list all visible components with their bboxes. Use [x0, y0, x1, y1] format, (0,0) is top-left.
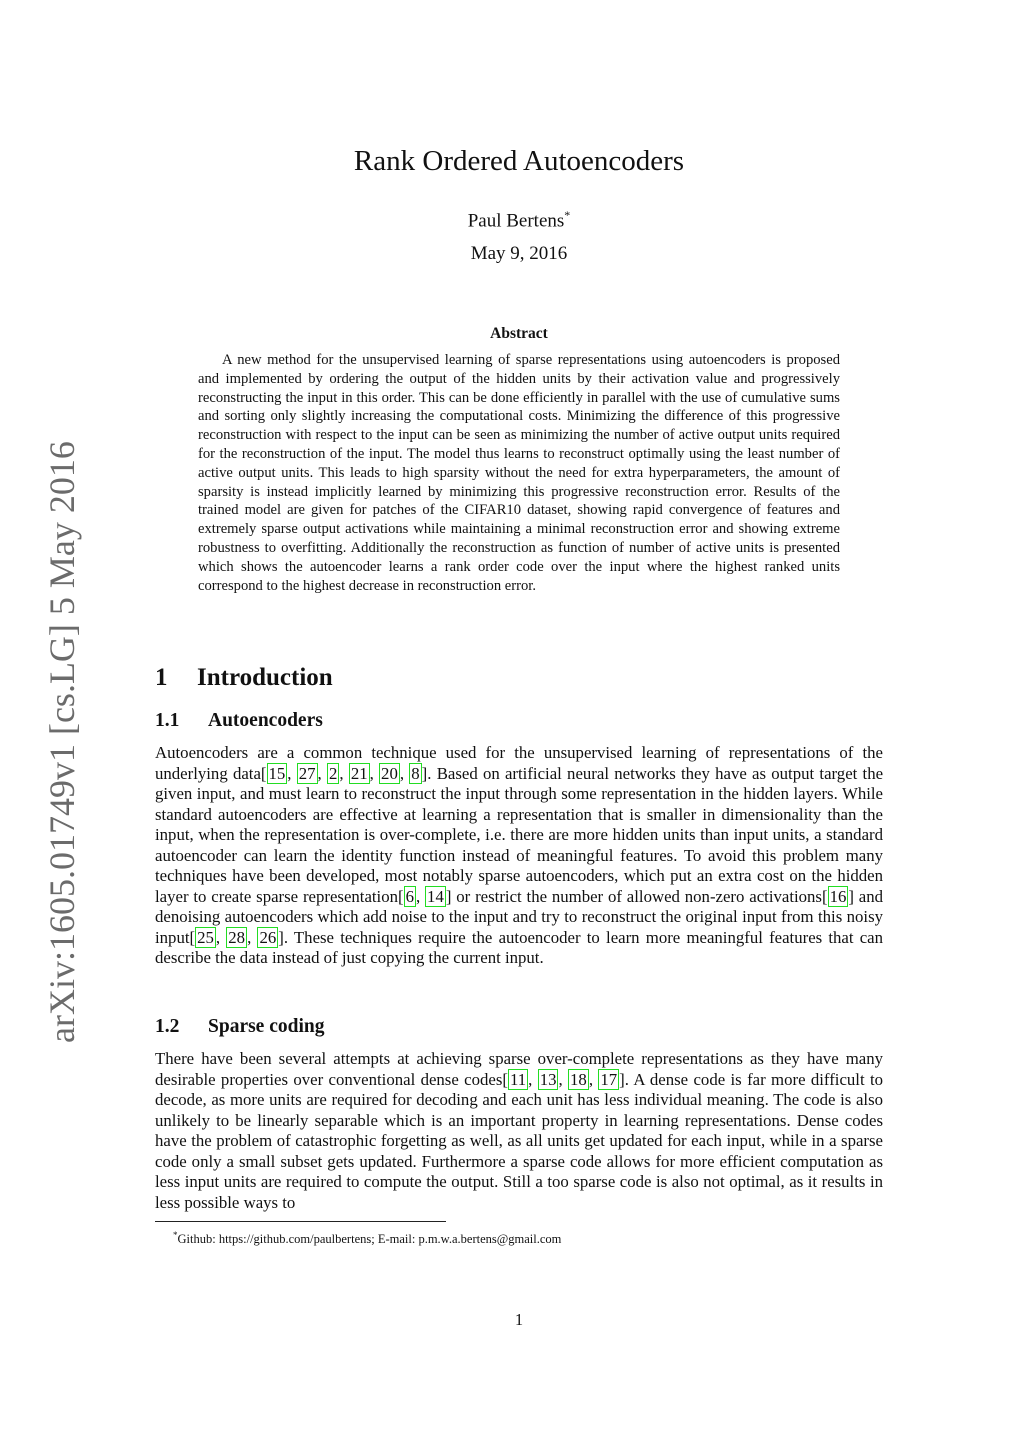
abstract-text: A new method for the unsupervised learning of sparse representations using autoencoders is proposed and implemented by ordering the output of the hidden units by their activation value and progressively reconstructing the input in this order. This can be done efficiently in parallel with the use of cumulative sums and sorting only slightly increasing the computational costs. Minimizing the difference of this progressive reconstruction with respect to the input can be seen as minimizing the number of active output units required for the reconstruction of the input. The model thus learns to reconstruct optimally using the least number of active output units. This leads to high sparsity without the need for extra hyperparameters, the amount of sparsity is instead implicitly learned by minimizing this progressive reconstruction error. Results of the trained model are given for patches of the CIFAR10 dataset, showing rapid convergence of features and extremely sparse output activations while maintaining a minimal reconstruction error and showing extreme robustness to overfitting. Additionally the reconstruction as function of number of active units is presented which shows the autoencoder learns a rank order code over the input where the highest ranked units correspond to the highest decrease in reconstruction error.	[198, 352, 840, 594]
section-number: 1	[155, 664, 168, 691]
subsection-heading-autoencoders	[155, 708, 323, 734]
subsection-heading-sparse-coding	[155, 1014, 324, 1040]
author-line	[0, 203, 1024, 233]
citation-link[interactable]: 27	[298, 763, 316, 783]
author-name: Paul Bertens	[467, 210, 565, 232]
citation-link[interactable]: 26	[259, 927, 277, 947]
arxiv-identifier: arXiv:1605.01749v1 [cs.LG] 5 May 2016	[42, 441, 82, 1043]
paragraph-text: There have been several attempts at achieving sparse over-complete representations as they have many desirable properties over conventional dense codes	[155, 1049, 883, 1089]
citation-link[interactable]: 20	[381, 763, 398, 783]
citation-link[interactable]: 14	[427, 886, 444, 906]
citation-link[interactable]: 17	[600, 1069, 618, 1089]
citation-link[interactable]: 8	[411, 763, 420, 783]
citation-link[interactable]: 15	[268, 763, 286, 783]
paragraph-text: . Based on artificial neural networks they have as output target the given input, and must learn to reconstruct the input through some representation in the hidden layers. While standard autoencoders are effective at learning a representation that is smaller in dimensionality than the input, when the representation is over-complete, i.e. there are more hidden units than input units, a standard autoencoder can learn the identity function instead of meaningful features. To avoid this problem many techniques have been developed, most notably sparse autoencoders, which put an extra cost on the hidden layer to create sparse representation	[155, 763, 884, 906]
paper-date: May 9, 2016	[470, 243, 568, 264]
footnote-text: Github: https://github.com/paulbertens; E-mail: p.m.w.a.bertens@gmail.com	[177, 1232, 562, 1247]
subsection-title: Sparse coding	[208, 1016, 325, 1037]
sparse-coding-paragraph: There have been several attempts at achieving sparse over-complete representations as they have many desirable properties over conventional dense codes[ 11 , 13 , 18 , 17 ]. A dense code is far more difficult to decode, as more units are required for decoding and each unit has less individual meaning. The code is also unlikely to be linearly separable which is an important property in learning representations. Dense codes have the problem of catastrophic forgetting as well, as all units get updated for each input, while in a sparse code only a small subset gets updated. Furthermore a sparse code allows for more efficient computation as less input units are required to compute the output. Still a too sparse code is also not optimal, as it results in less possible ways to	[155, 1049, 884, 1212]
paper-title: Rank Ordered Autoencoders	[353, 145, 685, 177]
author-footnote-mark[interactable]: *	[564, 208, 571, 222]
citation-link[interactable]: 25	[197, 927, 214, 947]
section-heading-introduction	[155, 662, 333, 694]
footnote-divider	[155, 1221, 446, 1222]
paragraph-text: . A dense code is far more difficult to decode, as more units are required for decoding and each unit has less individual meaning. The code is also unlikely to be linearly separable which is an important property in learning representations. Dense codes have the problem of catastrophic forgetting as well, as all units get updated for each input, while in a sparse code only a small subset gets updated. Furthermore a sparse code allows for more efficient computation as less input units are required to compute the output. Still a too sparse code is also not optimal, as it results in less possible ways to	[155, 1069, 884, 1212]
subsection-title: Autoencoders	[208, 710, 323, 731]
citation-link[interactable]: 21	[350, 763, 368, 783]
subsection-number: 1.1	[155, 710, 180, 731]
paragraph-text: and denoising autoencoders which add noise to the input and try to reconstruct the original input from this noisy input	[155, 886, 884, 947]
citation-link[interactable]: 11	[509, 1069, 527, 1089]
citation-link[interactable]: 18	[570, 1069, 587, 1089]
footnote-mark: *	[173, 1230, 178, 1240]
footnote	[173, 1227, 561, 1247]
citation-link[interactable]: 28	[228, 927, 246, 947]
autoencoders-paragraph: Autoencoders are a common technique used for the unsupervised learning of representations of the underlying data[ 15 , 27 , 2 , 21 , 20 , 8 ]. Based on artificial neural networks they have as output target the given input, and must learn to reconstruct the input through some representation in the hidden layers. While standard autoencoders are effective at learning a representation that is smaller in dimensionality than the input, when the representation is over-complete, i.e. there are more hidden units than input units, a standard autoencoder can learn the identity function instead of meaningful features. To avoid this problem many techniques have been developed, most notably sparse autoencoders, which put an extra cost on the hidden layer to create sparse representation[ 6 , 14 ] or restrict the number of allowed non-zero activations[ 16 ] and denoising autoencoders which add noise to the input and try to reconstruct the original input from this noisy input[ 25 , 28 , 26 ]. These techniques require the autoencoder to learn more meaningful features that can describe the data instead of just copying the current input.	[155, 743, 884, 968]
citation-link[interactable]: 13	[539, 1069, 557, 1089]
abstract-heading: Abstract	[490, 325, 548, 342]
citation-link[interactable]: 2	[328, 763, 338, 783]
paragraph-text: or restrict the number of allowed non-zero activations	[451, 886, 822, 906]
page-number: 1	[514, 1310, 524, 1329]
section-title: Introduction	[197, 664, 333, 691]
paragraph-text: Autoencoders are a common technique used for the unsupervised learning of representations of the underlying data	[155, 743, 883, 783]
citation-link[interactable]: 16	[829, 886, 847, 906]
citation-link[interactable]: 6	[405, 886, 414, 906]
paragraph-text: . These techniques require the autoencoder to learn more meaningful features that can describe the data instead of just copying the current input.	[155, 927, 884, 968]
subsection-number: 1.2	[155, 1016, 180, 1037]
